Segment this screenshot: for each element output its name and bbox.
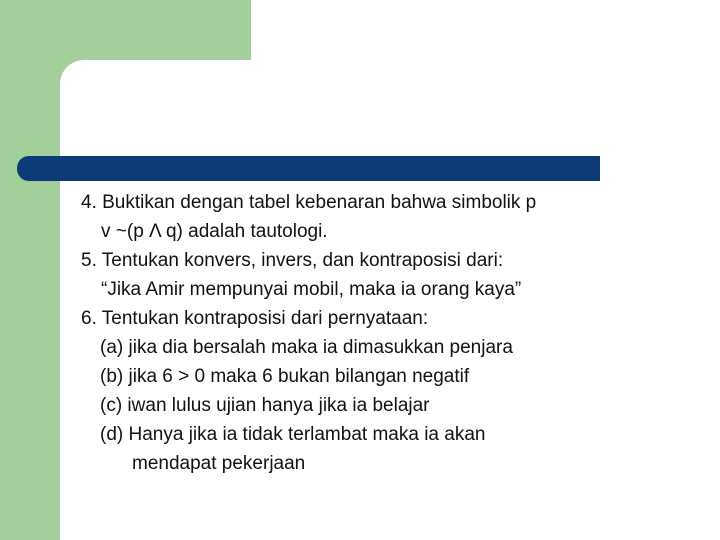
item-6-line-1: 6. Tentukan kontraposisi dari pernyataan: <box>81 308 429 329</box>
item-4-line-1: 4. Buktikan dengan tabel kebenaran bahwa simbolik p <box>81 192 537 213</box>
item-6c: (c) iwan lulus ujian hanya jika ia belajar <box>100 395 430 416</box>
item-5-line-1: 5. Tentukan konvers, invers, dan kontraposisi dari: <box>81 250 504 271</box>
item-6d-line-2: mendapat pekerjaan <box>132 453 306 474</box>
item-5-line-2: “Jika Amir mempunyai mobil, maka ia orang kaya” <box>101 279 522 300</box>
exercise-list <box>81 188 706 478</box>
item-6b: (b) jika 6 > 0 maka 6 bukan bilangan negatif <box>100 366 470 387</box>
item-4-line-2: v ~(p Λ q) adalah tautologi. <box>101 221 328 242</box>
item-6d-line-1: (d) Hanya jika ia tidak terlambat maka ia akan <box>100 424 486 445</box>
item-6a: (a) jika dia bersalah maka ia dimasukkan penjara <box>100 337 513 358</box>
accent-bar <box>17 156 600 181</box>
